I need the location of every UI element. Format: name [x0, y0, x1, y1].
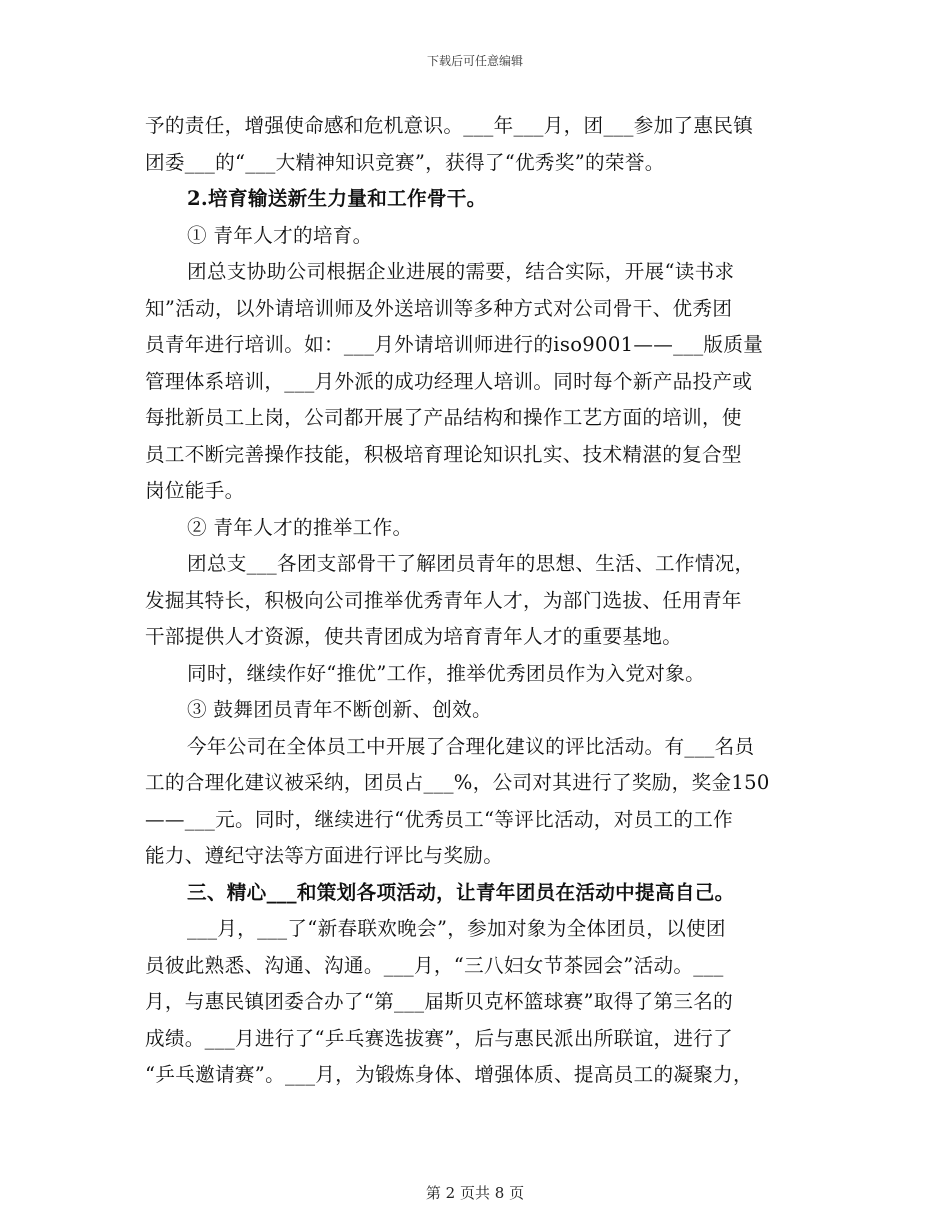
text-line: 团总支协助公司根据企业进展的需要，结合实际，开展“读书求: [187, 260, 735, 283]
text-line: 同时，继续作好“推优”工作，推举优秀团员作为入党对象。: [187, 661, 705, 685]
text-line: 予的责任，增强使命感和危机意识。___年___月，团___参加了惠民镇: [145, 114, 754, 137]
text-line: 干部提供人才资源，使共青团成为培育青年人才的重要基地。: [145, 625, 683, 648]
text-line: 团总支___各团支部骨干了解团员青年的思想、生活、工作情况，: [187, 552, 755, 575]
text-line: 发掘其特长，积极向公司推举优秀青年人才，为部门选拔、任用青年: [145, 588, 742, 612]
text-line: ___月，___了“新春联欢晚会”，参加对象为全体团员，以使团: [187, 917, 726, 940]
text-line: “乒乓邀请赛”。___月，为锻炼身体、增强体质、提高员工的凝聚力，: [145, 1063, 753, 1086]
text-line: 岗位能手。: [145, 479, 245, 502]
text-line: 员彼此熟悉、沟通、沟通。___月，“三八妇女节茶园会”活动。___: [145, 953, 724, 977]
text-line: 成绩。___月进行了“乒乓赛选拔赛”，后与惠民派出所联谊，进行了: [145, 1026, 734, 1050]
text-line: ③ 鼓舞团员青年不断创新、创效。: [187, 698, 492, 721]
text-line: ② 青年人才的推举工作。: [187, 515, 413, 539]
text-line: ① 青年人才的培育。: [187, 223, 373, 247]
text-line: 今年公司在全体员工中开展了合理化建议的评比活动。有___名员: [187, 734, 755, 758]
text-line: 每批新员工上岗，公司都开展了产品结构和操作工艺方面的培训，使: [145, 406, 742, 429]
text-line: 能力、遵纪守法等方面进行评比与奖励。: [145, 844, 504, 867]
text-line: 员工不断完善操作技能，积极培育理论知识扎实、技术精湛的复合型: [145, 442, 742, 466]
text-line: 三、精心___和策划各项活动，让青年团员在活动中提高自己。: [187, 880, 735, 904]
page-header: 下载后可任意编辑: [426, 54, 523, 68]
text-line: 团委___的“___大精神知识竞赛”，获得了“优秀奖”的荣誉。: [145, 150, 665, 174]
text-line: 2.培育输送新生力量和工作骨干。: [187, 187, 487, 210]
text-line: ——___元。同时，继续进行“优秀员工“等评比活动，对员工的工作: [145, 807, 734, 831]
text-line: 月，与惠民镇团委合办了“第___届斯贝克杯篮球赛”取得了第三名的: [145, 990, 734, 1013]
text-line: 员青年进行培训。如：___月外请培训师进行的iso9001——___版质量: [145, 333, 764, 356]
text-line: 管理体系培训，___月外派的成功经理人培训。同时每个新产品投产或: [145, 369, 753, 393]
document-body: [145, 108, 815, 1094]
text-line: 工的合理化建议被采纳，团员占___%，公司对其进行了奖励，奖金150: [145, 771, 770, 794]
text-line: 知”活动，以外请培训师及外送培训等多种方式对公司骨干、优秀团: [145, 296, 733, 320]
page-footer: 第 2 页共 8 页: [425, 1184, 525, 1202]
